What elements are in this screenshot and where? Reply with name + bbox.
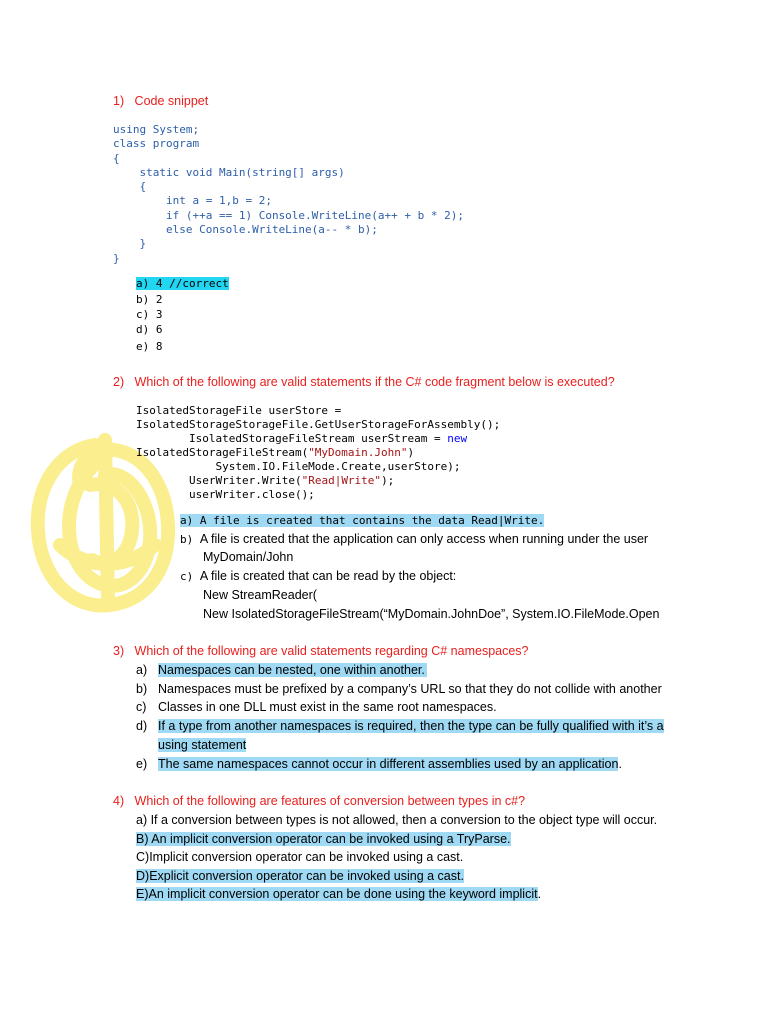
q3-heading: [113, 644, 529, 658]
option-text: 4 //correct: [155, 277, 229, 290]
option-text: Classes in one DLL must exist in the same root namespaces.: [158, 700, 497, 714]
q3-option-d-cont: [158, 738, 246, 752]
option-text: 3: [155, 308, 163, 321]
q3-option-d: [136, 719, 664, 733]
q2-title: Which of the following are valid statements if the C# code fragment below is executed?: [134, 375, 615, 389]
q3-option-c: [136, 700, 497, 714]
code-line: IsolatedStorageStorageFile.GetUserStorageForAssembly();: [136, 418, 501, 431]
option-text: B) An implicit conversion operator can be invoked using a TryParse.: [136, 832, 511, 846]
code-line: [136, 432, 500, 446]
code-text: IsolatedStorageFileStream(: [136, 446, 309, 459]
option-letter: c): [136, 700, 147, 714]
option-letter: e): [136, 340, 150, 353]
option-text: The same namespaces cannot occur in different assemblies used by an application: [158, 757, 619, 771]
q1-option-b: [136, 293, 163, 306]
option-letter: b): [136, 293, 150, 306]
option-text: A file is created that the application can only access when running under the user: [199, 532, 649, 546]
q1-title: Code snippet: [134, 94, 209, 108]
code-line: {: [113, 151, 120, 165]
q1-number: 1): [113, 94, 125, 108]
option-letter: e): [136, 757, 148, 771]
q2-option-a: [180, 514, 544, 527]
code-string: "Read|Write": [301, 474, 382, 487]
code-line: }: [113, 237, 147, 251]
q1-heading: [113, 94, 208, 108]
code-line: static void Main(string[] args): [113, 165, 345, 179]
code-text: IsolatedStorageFileStream userStream =: [136, 432, 448, 445]
option-letter: b): [180, 533, 194, 546]
q1-option-c: [136, 308, 163, 321]
option-text: A file is created that contains the data Read|Write.: [199, 514, 545, 527]
option-letter: a): [136, 663, 148, 677]
option-text: E)An implicit conversion operator can be done using the keyword implicit: [136, 887, 538, 901]
option-letter: c): [180, 570, 194, 583]
code-line: System.IO.FileMode.Create,userStore);: [136, 460, 461, 473]
q1-option-a: [136, 277, 229, 290]
q4-option-b: [136, 832, 511, 846]
code-line: [136, 446, 500, 460]
option-letter: b): [136, 682, 148, 696]
code-line: }: [113, 251, 120, 265]
option-text: 8: [155, 340, 163, 353]
q2-code-block: [136, 404, 500, 502]
option-letter: a): [136, 277, 150, 290]
q4-option-a: a) If a conversion between types is not allowed, then a conversion to the object type will occur.: [136, 813, 658, 827]
option-text: Namespaces can be nested, one within another.: [158, 663, 425, 677]
code-line: using System;: [113, 123, 200, 136]
code-line: int a = 1,b = 2;: [113, 194, 272, 208]
code-text: UserWriter.Write(: [136, 474, 302, 487]
option-text: 6: [155, 323, 163, 336]
code-line: else Console.WriteLine(a-- * b);: [113, 223, 378, 237]
code-line: IsolatedStorageFile userStore =: [136, 404, 342, 417]
option-text: D)Explicit conversion operator can be invoked using a cast.: [136, 869, 464, 883]
q3-number: 3): [113, 644, 125, 658]
q2-option-b: [180, 532, 648, 546]
q2-option-c-cont: New IsolatedStorageFileStream(“MyDomain.JohnDoe”, System.IO.FileMode.Open: [203, 607, 660, 621]
q2-option-c-cont: New StreamReader(: [203, 588, 317, 602]
code-line: if (++a == 1) Console.WriteLine(a++ + b * 2);: [113, 208, 464, 222]
option-text: Namespaces must be prefixed by a company’s URL so that they do not collide with another: [158, 682, 662, 696]
q4-option-e: [136, 887, 541, 901]
option-text: .: [537, 887, 542, 901]
option-text: 2: [155, 293, 163, 306]
code-text: ): [407, 446, 415, 459]
q4-heading: [113, 794, 525, 808]
code-text: );: [381, 474, 395, 487]
code-keyword: new: [447, 432, 468, 445]
option-text: .: [618, 757, 622, 771]
option-letter: d): [136, 323, 150, 336]
q2-option-b-cont: MyDomain/John: [203, 550, 294, 564]
q3-option-e: [136, 757, 622, 771]
option-letter: d): [136, 719, 148, 733]
option-text: If a type from another namespaces is required, then the type can be fully qualified with it’s a: [158, 719, 664, 733]
q3-option-a: [136, 663, 425, 677]
q2-option-c: [180, 569, 456, 583]
q1-option-d: [136, 323, 163, 336]
q2-number: 2): [113, 375, 125, 389]
code-line: {: [113, 180, 147, 194]
q1-code-block: [113, 123, 464, 266]
option-letter: a): [180, 514, 194, 527]
q3-option-b: [136, 682, 662, 696]
q4-number: 4): [113, 794, 125, 808]
code-line: class program: [113, 137, 200, 151]
q4-title: Which of the following are features of conversion between types in c#?: [134, 794, 526, 808]
code-string: "MyDomain.John": [308, 446, 408, 459]
q1-option-e: [136, 340, 163, 353]
q2-heading: [113, 375, 615, 389]
option-text: using statement: [158, 738, 247, 752]
code-line: [136, 474, 500, 488]
q4-option-c: C)Implicit conversion operator can be invoked using a cast.: [136, 850, 464, 864]
code-line: userWriter.close();: [136, 488, 315, 501]
option-letter: c): [136, 308, 150, 321]
q4-option-d: [136, 869, 464, 883]
option-text: A file is created that can be read by the object:: [199, 569, 457, 583]
q3-title: Which of the following are valid statements regarding C# namespaces?: [134, 644, 529, 658]
